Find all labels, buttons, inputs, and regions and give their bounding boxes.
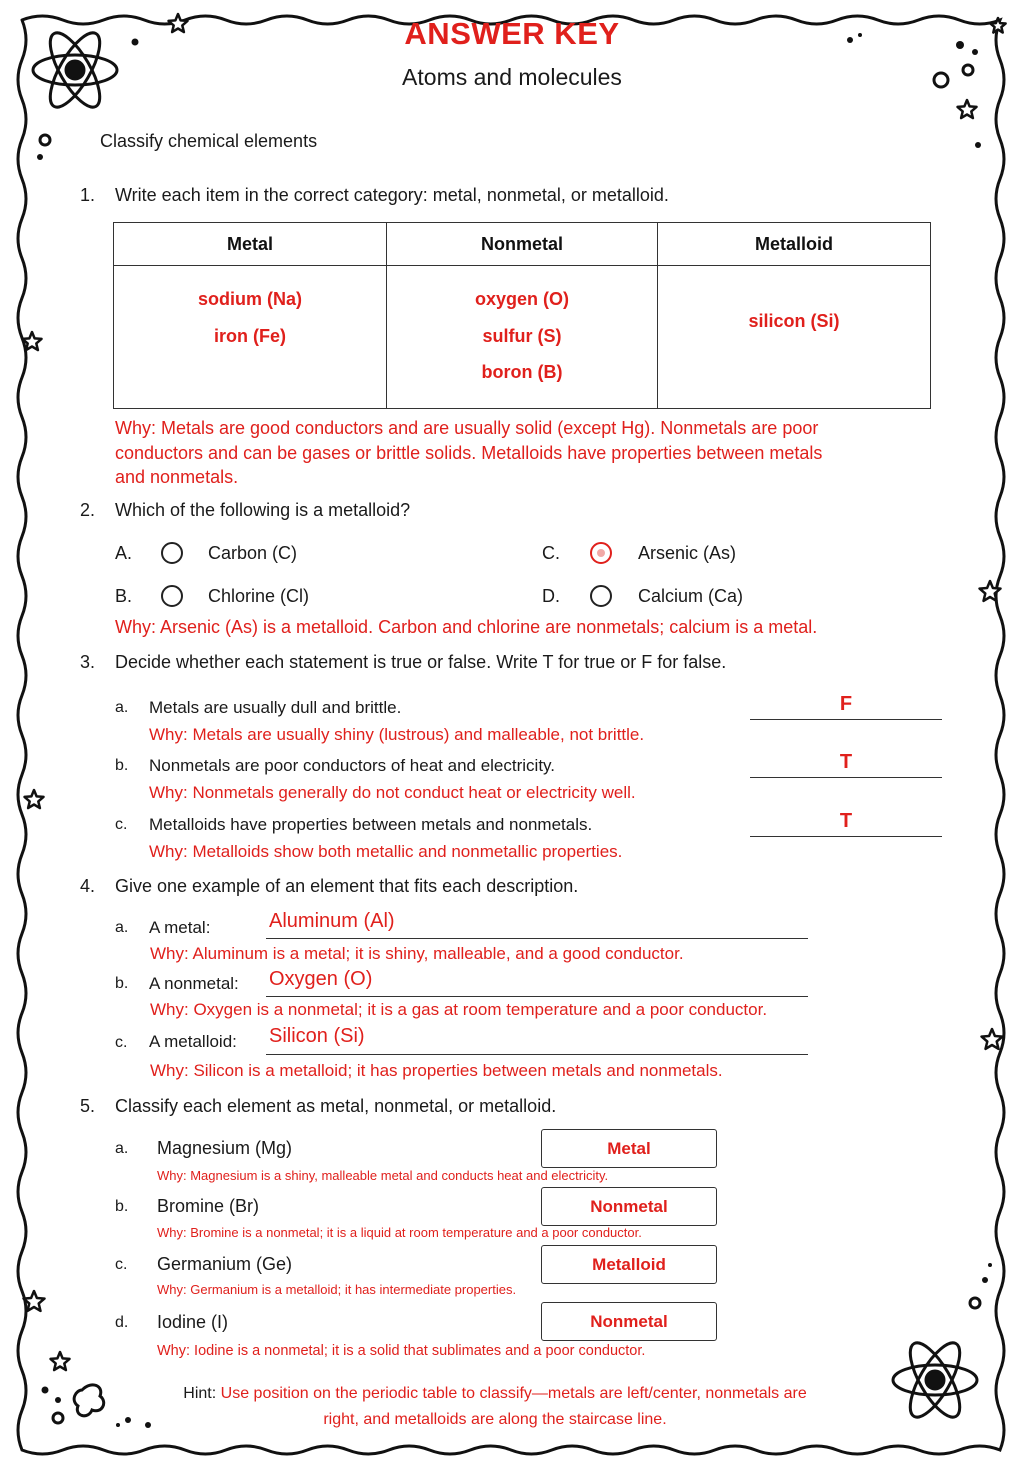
option-letter: C. <box>542 543 560 563</box>
item-letter: c. <box>115 1256 128 1273</box>
explanation: Why: Nonmetals generally do not conduct heat or electricity well. <box>149 783 636 802</box>
option-letter: A. <box>115 543 133 563</box>
nonmetal-item: oxygen (O) <box>474 289 569 309</box>
option-letter: B. <box>115 586 133 606</box>
star-icon <box>51 1352 70 1370</box>
radio-option-b[interactable] <box>161 585 183 607</box>
item-label: A nonmetal: <box>149 974 239 993</box>
element-name: Magnesium (Mg) <box>157 1138 293 1158</box>
answer-line[interactable] <box>750 719 942 720</box>
explanation-line: Why: Metals are good conductors and are usually solid (except Hg). Nonmetals are poor <box>115 418 819 438</box>
question-number: 2. <box>80 500 96 520</box>
question-prompt: Give one example of an element that fits each description. <box>115 876 579 896</box>
item-letter: a. <box>115 1140 129 1157</box>
element-name: Iodine (I) <box>157 1312 229 1332</box>
nonmetal-item: sulfur (S) <box>482 325 562 346</box>
option-label: Chlorine (Cl) <box>208 586 310 606</box>
explanation: Why: Oxygen is a nonmetal; it is a gas at room temperature and a poor conductor. <box>150 1000 768 1019</box>
metalloid-item: silicon (Si) <box>748 311 840 331</box>
hint <box>150 1381 840 1433</box>
star-icon <box>958 100 977 118</box>
hint-text: Use position on the periodic table to classify—metals are left/center, nonmetals are <box>220 1385 807 1402</box>
element-name: Germanium (Ge) <box>157 1254 293 1274</box>
classification-table <box>113 222 931 409</box>
star-icon <box>169 14 188 32</box>
radio-option-c-selected[interactable] <box>590 542 612 564</box>
item-letter: b. <box>115 757 129 774</box>
radio-option-d[interactable] <box>590 585 612 607</box>
item-letter: c. <box>115 816 128 833</box>
answer-value: F <box>839 693 853 715</box>
explanation: Why: Metalloids show both metallic and nonmetallic properties. <box>149 842 623 861</box>
answer-value: Aluminum (Al) <box>269 910 395 932</box>
atom-icon <box>893 1336 977 1424</box>
explanation-line: conductors and can be gases or brittle solids. Metalloids have properties between metals <box>115 442 823 463</box>
question-prompt: Write each item in the correct category: metal, nonmetal, or metalloid. <box>115 185 669 205</box>
answer-value: Oxygen (O) <box>269 968 373 990</box>
question-prompt: Which of the following is a metalloid? <box>115 500 411 520</box>
explanation: Why: Aluminum is a metal; it is shiny, malleable, and a good conductor. <box>150 944 684 963</box>
hint-text: right, and metalloids are along the staircase line. <box>323 1411 667 1428</box>
option-label: Carbon (C) <box>208 543 298 563</box>
star-icon <box>990 18 1005 33</box>
item-label: A metal: <box>149 918 211 937</box>
answer-line[interactable] <box>750 777 942 778</box>
radio-option-a[interactable] <box>161 542 183 564</box>
answer-value: Nonmetal <box>590 1311 668 1331</box>
page-title: ANSWER KEY <box>404 16 620 51</box>
option-label: Arsenic (As) <box>638 543 737 563</box>
answer-box[interactable] <box>541 1187 717 1226</box>
item-letter: a. <box>115 919 129 936</box>
question-number: 3. <box>80 652 96 672</box>
star-icon <box>25 790 44 808</box>
section-title: Classify chemical elements <box>100 131 318 151</box>
answer-box[interactable] <box>541 1245 717 1284</box>
answer-line[interactable] <box>750 836 942 837</box>
hint-label: Hint: <box>183 1385 217 1402</box>
explanation: Why: Silicon is a metalloid; it has properties between metals and nonmetals. <box>150 1061 723 1080</box>
explanation <box>115 416 822 490</box>
explanation: Why: Metals are usually shiny (lustrous) and malleable, not brittle. <box>149 725 645 744</box>
answer-box[interactable] <box>541 1302 717 1341</box>
element-name: Bromine (Br) <box>157 1196 260 1216</box>
item-letter: b. <box>115 1198 129 1215</box>
column-header-metalloid: Metalloid <box>658 223 931 266</box>
answer-value: Metal <box>607 1138 651 1158</box>
explanation: Why: Germanium is a metalloid; it has intermediate properties. <box>157 1282 517 1297</box>
answer-value: Nonmetal <box>590 1196 668 1216</box>
atom-icon <box>33 26 117 114</box>
option-letter: D. <box>542 586 560 606</box>
question-prompt: Classify each element as metal, nonmetal, or metalloid. <box>115 1096 557 1116</box>
metal-cell <box>114 266 387 409</box>
question-number: 4. <box>80 876 96 896</box>
star-icon <box>982 1029 1003 1049</box>
question-number: 1. <box>80 185 96 205</box>
question-number: 5. <box>80 1096 96 1116</box>
page-subtitle: Atoms and molecules <box>402 64 622 90</box>
column-header-nonmetal: Nonmetal <box>387 223 658 266</box>
metalloid-cell <box>658 266 931 409</box>
metal-item: sodium (Na) <box>197 289 302 309</box>
nonmetal-item: boron (B) <box>481 362 563 382</box>
answer-value: T <box>839 810 853 832</box>
statement-text: Nonmetals are poor conductors of heat and electricity. <box>149 756 556 775</box>
metal-item: iron (Fe) <box>214 325 286 346</box>
answer-value: Metalloid <box>592 1254 666 1274</box>
answer-box[interactable] <box>541 1129 717 1168</box>
item-letter: d. <box>115 1314 129 1331</box>
statement-text: Metalloids have properties between metals and nonmetals. <box>149 815 593 834</box>
explanation: Why: Arsenic (As) is a metalloid. Carbon and chlorine are nonmetals; calcium is a metal. <box>115 617 818 637</box>
answer-value: Silicon (Si) <box>269 1025 365 1047</box>
option-label: Calcium (Ca) <box>638 586 744 606</box>
answer-line[interactable] <box>266 938 808 939</box>
answer-line[interactable] <box>266 996 808 997</box>
column-header-metal: Metal <box>114 223 387 266</box>
answer-value: T <box>839 751 853 773</box>
answer-line[interactable] <box>266 1054 808 1055</box>
explanation: Why: Iodine is a nonmetal; it is a solid that sublimates and a poor conductor. <box>157 1343 646 1359</box>
item-letter: b. <box>115 975 129 992</box>
statement-text: Metals are usually dull and brittle. <box>149 698 402 717</box>
item-label: A metalloid: <box>149 1032 237 1051</box>
question-prompt: Decide whether each statement is true or false. Write T for true or F for false. <box>115 652 727 672</box>
item-letter: c. <box>115 1034 128 1051</box>
explanation: Why: Magnesium is a shiny, malleable metal and conducts heat and electricity. <box>157 1168 609 1183</box>
explanation: Why: Bromine is a nonmetal; it is a liquid at room temperature and a poor conductor. <box>157 1225 642 1240</box>
item-letter: a. <box>115 699 129 716</box>
explanation-line: and nonmetals. <box>115 467 239 487</box>
nonmetal-cell <box>387 266 658 409</box>
